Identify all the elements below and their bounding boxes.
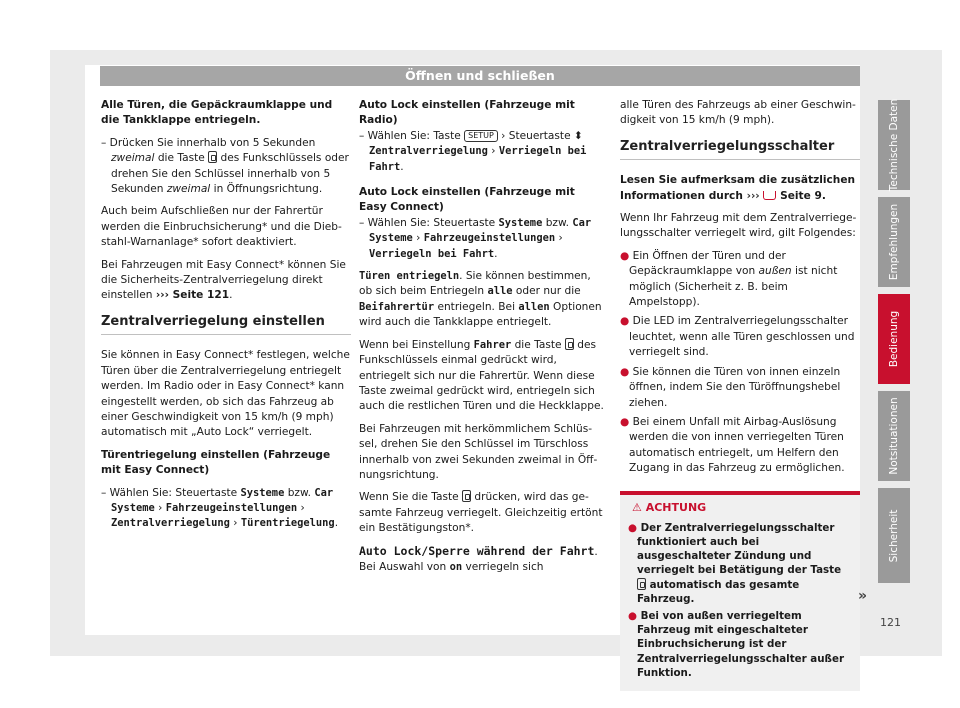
text: Bei einem Unfall mit Airbag-Auslösung werden die von innen verriegelten Türen automatisch entriegelt, um Helfern den Zugang in das Fahrzeug zu ermöglichen.	[629, 415, 845, 475]
paragraph-press	[359, 490, 604, 536]
paragraph-unlock: Auch beim Aufschließen nur der Fahrertür werden die Einbruchsicherung* und die Diebstahl-Warnanlage* sofort deaktiviert.	[101, 205, 342, 249]
arrow-link: ›››	[746, 189, 760, 202]
paragraph-read-more: Lesen Sie aufmerksam die zusätzlichen Informationen durch ››› Seite 9.	[620, 174, 856, 202]
tab-sicherheit[interactable]	[878, 488, 910, 583]
menu-code: Systeme	[240, 486, 285, 499]
warning-box	[620, 491, 860, 691]
bullet-icon: ●	[620, 365, 630, 378]
paragraph-key-turn: Bei Fahrzeugen mit herkömmlichem Schlüssel, drehen Sie den Schlüssel im Türschloss innerhalb von zwei Sekunden zweimal in Öffnungsrichtung.	[359, 422, 598, 481]
warning-item	[628, 609, 852, 680]
menu-code: alle	[487, 285, 513, 298]
text: Wählen Sie: Taste	[367, 129, 465, 142]
page-link[interactable]: Seite 9	[776, 189, 822, 202]
tab-label: Sicherheit	[888, 509, 900, 562]
text: Wählen Sie: Steuertaste	[367, 216, 499, 229]
text: die Taste	[154, 152, 209, 165]
tab-bedienung[interactable]	[878, 294, 910, 384]
setup-key-icon: SETUP	[464, 130, 498, 142]
warning-item	[628, 521, 852, 606]
text: Die LED im Zentralverriegelungsschalter leuchtet, wenn alle Türen geschlossen und verriegelt sind.	[629, 315, 855, 359]
menu-code: Fahrzeugeinstellungen	[423, 232, 556, 245]
continue-mark: »	[858, 588, 868, 604]
menu-code: Fahrer	[473, 338, 512, 351]
column-3	[620, 98, 860, 691]
lock-key-icon	[462, 490, 471, 502]
page-link[interactable]: ››› Seite 121	[155, 289, 230, 302]
text: bzw.	[284, 486, 315, 499]
heading-autolock-radio: Auto Lock einstellen (Fahrzeuge mit Radio)	[359, 99, 575, 127]
text: Bei von außen verriegeltem Fahrzeug mit eingeschalteter Einbruchsicherung ist der Zentralverriegelungsschalter außer Funktion.	[637, 609, 845, 679]
text-emph: zweimal	[166, 183, 211, 196]
bullet-icon: ●	[628, 609, 637, 622]
warning-icon: ⚠	[632, 500, 642, 514]
menu-code: Auto Lock/Sperre während der Fahrt	[359, 543, 595, 558]
text: . Sie können bestimmen, ob sich beim Entriegeln	[359, 270, 591, 298]
paragraph-continued: alle Türen des Fahrzeugs ab einer Geschwindigkeit von 15 km/h (9 mph).	[620, 99, 856, 127]
section-title-switch: Zentralverriegelungsschalter	[620, 139, 860, 160]
list-item	[620, 249, 860, 311]
unlock-key-icon	[565, 338, 574, 350]
text: automatisch das gesamte Fahrzeug.	[637, 578, 800, 605]
step-door-unlock: – Wählen Sie: Steuertaste Systeme bzw. Car Systeme › Fahrzeugeinstellungen › Zentralverriegelung › Türentriegelung.	[101, 486, 339, 530]
heading-door-unlock: Türentriegelung einstellen (Fahrzeuge mit Easy Connect)	[101, 448, 331, 477]
bullet-icon: ●	[620, 249, 630, 262]
unlock-key-icon	[208, 151, 217, 163]
text: die Taste	[511, 338, 565, 351]
text: Bei Fahrzeugen mit Easy Connect* können Sie die Sicherheits-Zentralverriegelung direkt einstellen	[101, 258, 346, 302]
tab-label: Notsituationen	[888, 397, 900, 475]
menu-code: Car Systeme	[111, 486, 334, 514]
menu-code: Türentriegelung	[240, 517, 335, 530]
text: . Bei Auswahl von	[359, 545, 598, 573]
menu-code: Car Systeme	[369, 216, 592, 245]
bullet-icon: ●	[620, 415, 630, 428]
menu-code: Systeme	[498, 216, 543, 229]
menu-code: Beifahrertür	[359, 300, 435, 313]
list-item	[620, 314, 860, 360]
text: in Öffnungsrichtung.	[210, 183, 323, 196]
warning-title	[628, 501, 852, 515]
text: Sie können die Türen von innen einzeln öffnen, indem Sie den Türöffnungshebel ziehen.	[629, 365, 841, 409]
list-item	[620, 365, 860, 411]
menu-code: Verriegeln bei Fahrt	[369, 145, 587, 173]
updown-icon: ⬍	[573, 129, 583, 142]
text: Optionen wird auch die Tankklappe entriegelt.	[359, 300, 602, 329]
step-autolock-radio: – Wählen Sie: Taste SETUP › Steuertaste ⬍ Zentralverriegelung › Verriegeln bei Fahrt.	[359, 129, 587, 173]
menu-code: allen	[518, 300, 550, 313]
column-2	[359, 98, 604, 575]
tab-label: Empfehlungen	[888, 203, 900, 281]
step-unlock-all: – Drücken Sie innerhalb von 5 Sekunden zweimal die Taste des Funkschlüssels oder drehen Sie den Schlüssel innerhalb von 5 Sekunden zweimal in Öffnungsrichtung.	[101, 136, 349, 196]
menu-code: on	[449, 560, 463, 573]
paragraph-locked: Wenn Ihr Fahrzeug mit dem Zentralverriegelungsschalter verriegelt wird, gilt Folgendes:	[620, 212, 857, 240]
text: Der Zentralverriegelungsschalter funktioniert auch bei ausgeschalteter Zündung und verriegelt bei Betätigung der Taste	[637, 521, 842, 577]
bullet-icon: ●	[628, 521, 637, 534]
tab-technische-daten[interactable]	[878, 100, 910, 190]
menu-code: Verriegeln bei Fahrt	[369, 247, 495, 260]
text: bzw.	[542, 216, 573, 229]
text: Wählen Sie: Steuertaste	[109, 486, 241, 499]
tab-label: Bedienung	[888, 310, 900, 368]
text: drücken, wird das gesamte Fahrzeug verriegelt. Gleichzeitig ertönt ein Bestätigungston*.	[359, 491, 603, 535]
tab-label: Technische Daten	[888, 98, 900, 192]
text: ist nicht möglich (Sicherheit z. B. beim Ampelstopp).	[629, 265, 838, 309]
text: Lesen Sie aufmerksam die zusätzlichen Informationen durch	[620, 174, 856, 202]
text-emph: außen	[758, 265, 792, 278]
text: Ein Öffnen der Türen und der Gepäckraumklappe von	[629, 249, 786, 278]
page-header: Öffnen und schließen	[100, 66, 860, 86]
book-icon	[763, 191, 776, 200]
text: ACHTUNG	[645, 500, 707, 514]
menu-code: Fahrzeugeinstellungen	[165, 501, 298, 514]
column-1	[101, 98, 351, 532]
lock-key-icon	[637, 578, 646, 590]
text: des Funkschlüssels oder drehen Sie den Schlüssel innerhalb von 5 Sekunden	[111, 152, 349, 196]
step-autolock-easy: – Wählen Sie: Steuertaste Systeme bzw. Car Systeme › Fahrzeugeinstellungen › Verriegeln bei Fahrt.	[359, 216, 592, 260]
paragraph-autolock	[359, 544, 604, 576]
text: entriegeln. Bei	[434, 300, 519, 313]
text: verriegeln sich	[462, 560, 544, 573]
paragraph-settings: Sie können in Easy Connect* festlegen, welche Türen über die Zentralverriegelung entriegelt werden. Im Radio oder in Easy Connect* kann eingestellt werden, ob sich das Fahrzeug ab einer Geschwindigkeit von 15 km/h (9 mph) automatisch mit „Auto Lock“ verriegelt.	[101, 349, 350, 439]
menu-code: Zentralverriegelung	[369, 145, 488, 158]
text: Steuertaste	[505, 129, 574, 142]
paragraph-doors-unlock	[359, 269, 604, 331]
bullet-icon: ●	[620, 315, 630, 328]
text: oder nur die	[512, 285, 581, 298]
tab-notsituationen[interactable]	[878, 391, 910, 481]
menu-code: Zentralverriegelung	[111, 517, 230, 530]
paragraph-easy-connect: Bei Fahrzeugen mit Easy Connect* können Sie die Sicherheits-Zentralverriegelung direkt einstellen ››› Seite 121.	[101, 258, 346, 302]
heading-all-doors: Alle Türen, die Gepäckraumklappe und die Tankklappe entriegeln.	[101, 99, 333, 127]
text: Drücken Sie innerhalb von 5 Sekunden	[109, 136, 316, 149]
tab-empfehlungen[interactable]	[878, 197, 910, 287]
page-number: 121	[880, 616, 901, 629]
menu-code: Türen entriegeln	[359, 270, 460, 283]
list-item	[620, 415, 860, 477]
text: Wenn bei Einstellung	[359, 338, 474, 351]
paragraph-driver	[359, 338, 604, 415]
heading-autolock-easy: Auto Lock einstellen (Fahrzeuge mit Easy Connect)	[359, 186, 575, 214]
text: des Funkschlüssels einmal gedrückt wird, entriegelt sich nur die Fahrertür. Wenn diese Taste zweimal gedrückt wird, entriegeln sich auch die restlichen Türen und die Heckklappe.	[359, 338, 604, 413]
section-title-central-locking: Zentralverriegelung einstellen	[101, 314, 351, 335]
text: Wenn Sie die Taste	[359, 491, 463, 504]
text-emph: zweimal	[111, 152, 155, 165]
